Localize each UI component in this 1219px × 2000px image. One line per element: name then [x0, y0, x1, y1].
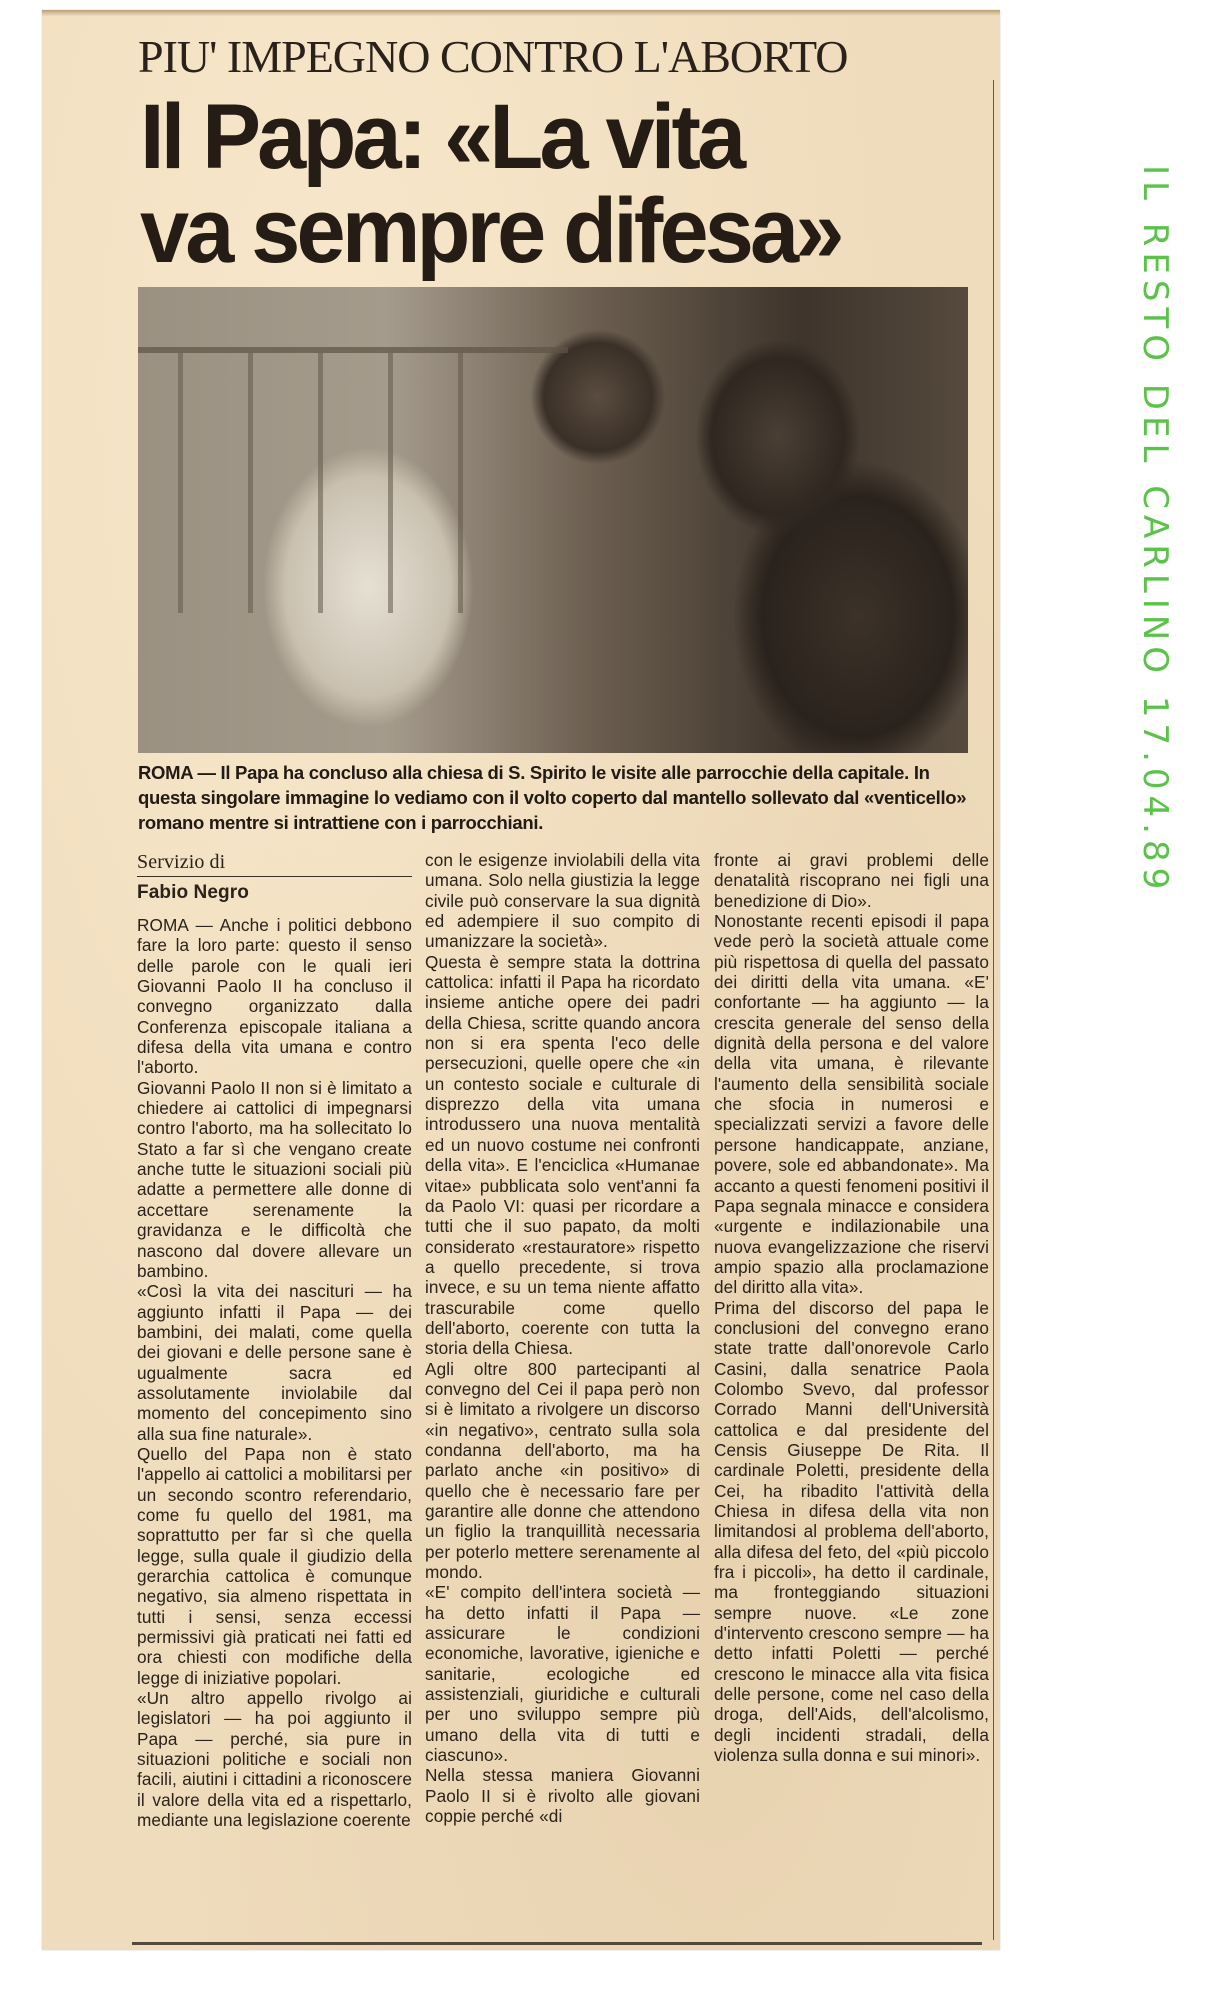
byline-author: Fabio Negro	[137, 882, 249, 903]
photo-railing-bar	[178, 353, 183, 613]
text-column-1	[137, 850, 412, 1830]
byline-label: Servizio di	[137, 850, 412, 877]
text-column-3	[714, 850, 989, 1765]
paragraph: «Così la vita dei nascituri — ha aggiunto infatti il Papa — dei bambini, dei malati, come quella dei giovani e delle persone sane è ugualmente sacra ed assolutamente inviolabile dal momento del concepimento sino alla sua fine naturale».	[137, 1281, 412, 1444]
paragraph: «Un altro appello rivolgo ai legislatori — ha poi aggiunto il Papa — perché, sia pure in situazioni politiche e sociali non facili, aiutini i cittadini a riconoscere il valore della vita ed a rispettarlo, mediante una legislazione coerente	[137, 1688, 412, 1831]
photo-railing-bar	[388, 353, 393, 613]
paragraph: Nella stessa maniera Giovanni Paolo II si è rivolto alle giovani coppie perché «di	[425, 1765, 700, 1827]
paragraph: Quello del Papa non è stato l'appello ai cattolici a mobilitarsi per un secondo scontro referendario, come fu quello del 1981, ma soprattutto per far sì che quella legge, sulla quale il giudizio della gerarchia cattolica è comunque negativo, sia almeno rispettata in tutti i sensi, senza eccessi permissivi già praticati nei fatti ed ora chiesti con modifiche della legge di iniziative popolari.	[137, 1443, 412, 1688]
article-kicker: PIU' IMPEGNO CONTRO L'ABORTO	[138, 31, 848, 82]
photo-railing-bar	[458, 353, 463, 613]
photo-caption: ROMA — Il Papa ha concluso alla chiesa di S. Spirito le visite alle parrocchie della capitale. In questa singolare immagine lo vediamo con il volto coperto dal mantello sollevato dal «venticello» romano mentre si intrattiene con i parrocchiani.	[138, 762, 967, 833]
torn-top-edge	[42, 10, 1000, 16]
headline-line-1: Il Papa: «La vita	[140, 86, 743, 188]
paragraph: ROMA — Anche i politici debbono fare la loro parte: questo il senso delle parole con le quali ieri Giovanni Paolo II ha concluso il convegno organizzato dalla Conferenza episcopale italiana a difesa della vita umana e contro l'aborto.	[137, 915, 412, 1078]
text-column-2	[425, 850, 700, 1827]
paragraph: «E' compito dell'intera società — ha detto infatti il Papa — assicurare le condizioni economiche, lavorative, igieniche e sanitarie, ecologiche ed assistenziali, giuridiche e culturali per uno sviluppo sempre più umano della vita di tutti e ciascuno».	[425, 1582, 700, 1766]
paragraph: Agli oltre 800 partecipanti al convegno del Cei il papa però non si è limitato a rivolgere un discorso «in negativo», centrato sulla sola condanna dell'aborto, ma ha parlato anche «in positivo» di quello che è necessario fare per garantire alle donne che attendono un figlio la tranquillità necessaria per poterlo mettere serenamente al mondo.	[425, 1358, 700, 1583]
paragraph: Nonostante recenti episodi il papa vede però la società attuale come più rispettosa di quella del passato dei diritti della vita umana. «E' confortante — ha aggiunto — la crescita generale del senso della dignità della persona e del valore della vita umana, è rilevante l'aumento della sensibilità sociale che sfocia in numerosi e specializzati servizi a favore delle persone handicappate, anziane, povere, sole ed abbandonate». Ma accanto a questi fenomeni positivi il Papa segnala minacce e considera «urgente e indilazionabile una nuova evangelizzazione che riservi ampio spazio alla proclamazione del diritto alla vita».	[714, 911, 989, 1298]
headline-line-2: va sempre difesa»	[140, 180, 841, 282]
article-headline	[140, 86, 937, 282]
paragraph: Giovanni Paolo II non si è limitato a chiedere ai cattolici di impegnarsi contro l'aborto, ma ha sollecitato lo Stato a far sì che vengano create anche tutte le situazioni sociali più adatte a permettere alle donne di accettare serenamente la gravidanza e le difficoltà che nascono dal dovere allevare un bambino.	[137, 1077, 412, 1281]
paragraph: Prima del discorso del papa le conclusioni del convegno erano state tratte dall'onorevole Carlo Casini, dalla senatrice Paola Colombo Svevo, dal professor Corrado Manni dell'Università cattolica e dal presidente del Censis Giuseppe De Rita. Il cardinale Poletti, presidente della Cei, ha ribadito l'attività della Chiesa in difesa della vita non limitandosi al problema dell'aborto, alla difesa del feto, del «più piccolo fra i piccoli», ha detto il cardinale, ma fronteggiando situazioni sempre nuove. «Le zone d'intervento crescono sempre — ha detto infatti Poletti — perché crescono le minacce alla vita fisica delle persone, come nel caso della droga, dell'Aids, dell'alcolismo, degli incidenti stradali, della violenza sulla donna e sui minori».	[714, 1297, 989, 1766]
column-rule	[993, 80, 994, 1940]
article-photo	[138, 287, 968, 753]
paragraph: con le esigenze inviolabili della vita umana. Solo nella giustizia la legge civile può conservare la sua dignità ed adempiere il suo compito di umanizzare la società».	[425, 850, 700, 952]
photo-railing-bar	[248, 353, 253, 613]
paragraph: Questa è sempre stata la dottrina cattolica: infatti il Papa ha ricordato insieme antiche opere dei padri della Chiesa, scritte quando ancora non si era spenta l'eco delle persecuzioni, quelle opere che «in un contesto sociale e culturale di disprezzo della vita umana introdussero una nuova mentalità ed un nuovo costume nei confronti della vita». E l'enciclica «Humanae vitae» pubblicata solo vent'anni fa da Paolo VI: quasi per ricordare a tutti che il suo papato, da molti considerato «restauratore» rispetto a quello precedente, si trova invece, e su un tema niente affatto trascurabile come quello dell'aborto, coerente con tutta la storia della Chiesa.	[425, 951, 700, 1359]
bottom-rule	[132, 1942, 982, 1945]
photo-railing-bar	[318, 353, 323, 613]
handwritten-source-note: IL RESTO DEL CARLINO 17.04.89	[1135, 165, 1175, 896]
photo-railing	[138, 347, 568, 353]
paragraph: fronte ai gravi problemi delle denatalità riscoprano nei figli una benedizione di Dio».	[714, 850, 989, 911]
